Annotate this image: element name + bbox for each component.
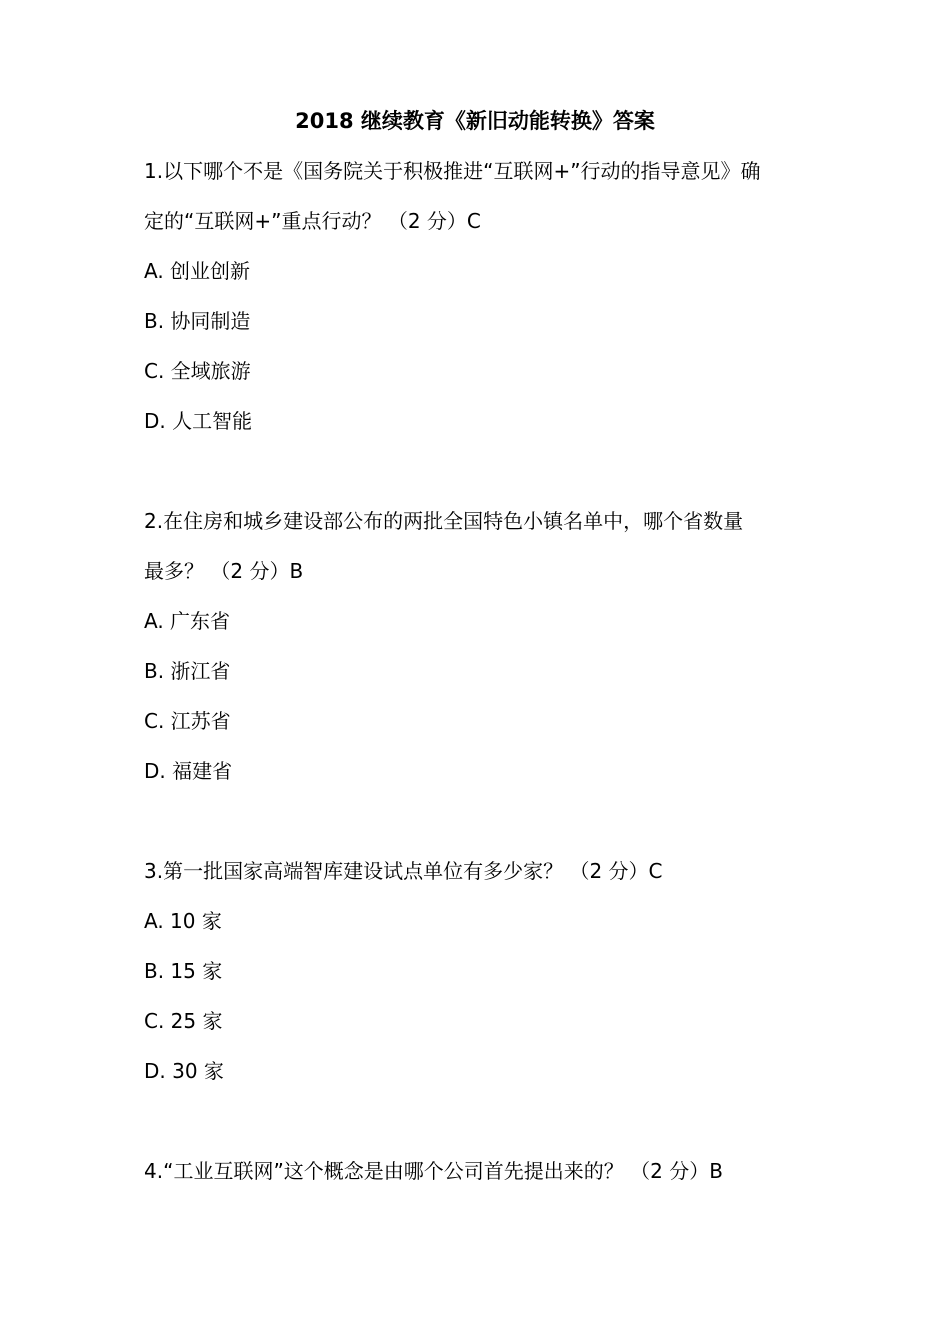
question-2-option-c: C. 江苏省 <box>144 709 231 733</box>
question-4-text-line-1: 4.“工业互联网”这个概念是由哪个公司首先提出来的？ （2 分）B <box>144 1159 723 1183</box>
question-1 <box>144 146 816 446</box>
question-2 <box>144 496 816 796</box>
document-title: 2018 继续教育《新旧动能转换》答案 <box>295 109 655 133</box>
question-3-option-c: C. 25 家 <box>144 1009 223 1033</box>
question-4 <box>144 1146 816 1196</box>
question-1-text-line-1: 1.以下哪个不是《国务院关于积极推进“互联网+”行动的指导意见》确 <box>144 159 761 183</box>
question-3-option-b: B. 15 家 <box>144 959 223 983</box>
question-2-option-b: B. 浙江省 <box>144 659 231 683</box>
question-3-option-d: D. 30 家 <box>144 1059 224 1083</box>
document-body <box>144 146 816 1196</box>
question-spacer <box>144 1096 816 1146</box>
question-1-option-a: A. 创业创新 <box>144 259 251 283</box>
question-3-text-line-1: 3.第一批国家高端智库建设试点单位有多少家？ （2 分）C <box>144 859 663 883</box>
question-3 <box>144 846 816 1096</box>
question-2-text-line-2: 最多？ （2 分）B <box>144 559 304 583</box>
question-spacer <box>144 796 816 846</box>
question-1-text-line-2: 定的“互联网+”重点行动？ （2 分）C <box>144 209 481 233</box>
question-3-option-a: A. 10 家 <box>144 909 222 933</box>
question-1-option-b: B. 协同制造 <box>144 309 251 333</box>
question-1-option-d: D. 人工智能 <box>144 409 253 433</box>
question-2-option-d: D. 福建省 <box>144 759 233 783</box>
question-2-text-line-1: 2.在住房和城乡建设部公布的两批全国特色小镇名单中，哪个省数量 <box>144 509 744 533</box>
question-spacer <box>144 446 816 496</box>
question-1-option-c: C. 全域旅游 <box>144 359 251 383</box>
question-2-option-a: A. 广东省 <box>144 609 231 633</box>
